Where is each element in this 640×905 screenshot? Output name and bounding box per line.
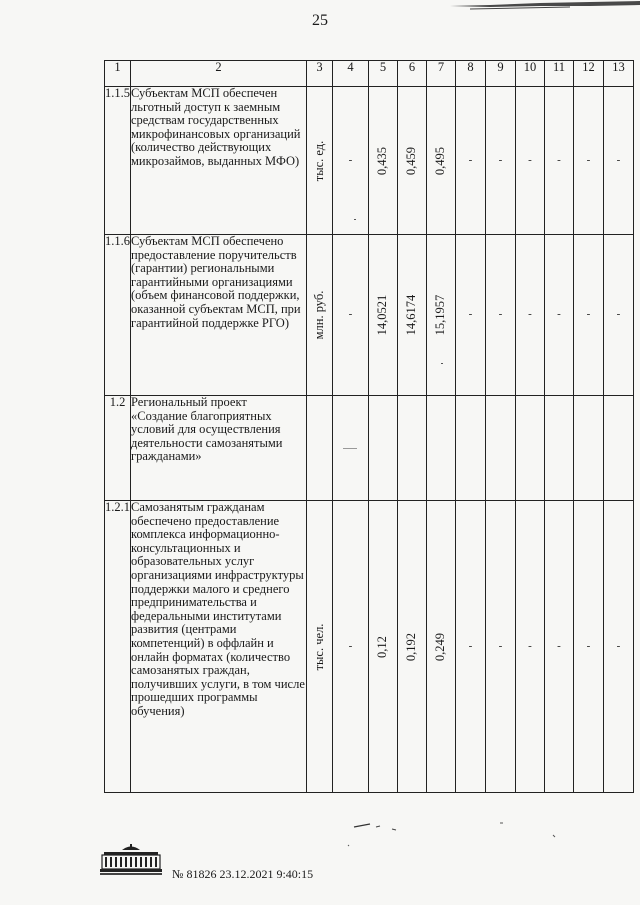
value-text: 14,6174: [404, 294, 419, 336]
value-text: 0,495: [433, 146, 448, 175]
value-cell: [398, 87, 427, 235]
unit-cell: [307, 87, 333, 235]
value-cell: [545, 396, 574, 501]
value-cell: [369, 87, 398, 235]
value-text: 0,12: [375, 635, 390, 658]
value-text: -: [586, 308, 591, 321]
registration-stamp: № 81826 23.12.2021 9:40:15: [172, 867, 314, 881]
value-cell: [574, 501, 604, 793]
value-cell: [604, 235, 634, 396]
header-cell: 1: [105, 61, 131, 87]
value-cell: [398, 235, 427, 396]
value-cell: [545, 235, 574, 396]
value-cell: [456, 235, 486, 396]
value-cell: [456, 87, 486, 235]
header-cell: 7: [427, 61, 456, 87]
value-text: 0,459: [404, 146, 419, 175]
value-cell: [545, 87, 574, 235]
value-text: -: [616, 639, 621, 652]
value-text: 15,1957: [433, 294, 448, 336]
indicator-table: [104, 60, 634, 793]
unit-label: млн. руб.: [311, 290, 326, 340]
header-cell: 2: [131, 61, 307, 87]
value-text: 0,435: [375, 146, 390, 175]
document-stamp: [100, 840, 380, 885]
header-cell: 10: [516, 61, 545, 87]
unit-label: тыс. ед.: [311, 140, 326, 181]
table-row: [105, 235, 634, 396]
value-cell: [604, 87, 634, 235]
value-text: -: [557, 153, 561, 166]
value-cell: [486, 501, 516, 793]
value-text: -: [557, 308, 561, 321]
indicator-name: Субъектам МСП обеспечен льготный доступ к заемным средствам государственных микрофинансовых организаций (количество действующих микрозаймов, выданных МФО): [131, 87, 307, 235]
value-cell: [516, 235, 545, 396]
row-number: 1.1.6: [105, 235, 131, 396]
value-cell: [574, 235, 604, 396]
value-cell: [456, 396, 486, 501]
value-cell: [486, 87, 516, 235]
value-cell: [545, 501, 574, 793]
value-text: -: [348, 639, 353, 652]
value-cell: [333, 235, 369, 396]
value-text: 0,192: [404, 632, 419, 661]
table-row: [105, 87, 634, 235]
value-text: -: [528, 308, 532, 321]
unit-cell: [307, 501, 333, 793]
value-text: -: [616, 153, 621, 166]
building-emblem-icon: [100, 844, 162, 878]
header-cell: 12: [574, 61, 604, 87]
header-cell: 4: [333, 61, 369, 87]
value-text: -: [528, 639, 532, 652]
value-cell: [574, 87, 604, 235]
value-text: -: [616, 308, 621, 321]
value-text: -: [498, 308, 503, 321]
value-cell: [516, 501, 545, 793]
header-cell: 9: [486, 61, 516, 87]
value-text: -: [498, 639, 503, 652]
value-text: -: [348, 153, 353, 166]
header-cell: 13: [604, 61, 634, 87]
indicator-name: Самозанятым гражданам обеспечено предоставление комплекса информационно-консультационных и образовательных услуг организациями инфраструктуры поддержки малого и среднего предпринимательства и федеральными институтами развития (центрами компетенций) в оффлайн и онлайн форматах (количество самозанятых граждан, получивших услуги, в том числе прошедших программы обучения): [131, 501, 307, 793]
value-cell: [574, 396, 604, 501]
value-cell: [604, 501, 634, 793]
value-cell: [333, 396, 369, 501]
value-text: -: [528, 153, 532, 166]
header-cell: 3: [307, 61, 333, 87]
value-cell: [456, 501, 486, 793]
page-number: 25: [312, 12, 328, 29]
scan-artifact: [450, 0, 640, 14]
row-number: 1.2.1: [105, 501, 131, 793]
value-cell: [427, 501, 456, 793]
row-number: 1.2: [105, 396, 131, 501]
header-cell: 5: [369, 61, 398, 87]
value-cell: [486, 396, 516, 501]
unit-cell: [307, 235, 333, 396]
value-cell: [369, 501, 398, 793]
indicator-name: Региональный проект «Создание благоприятных условий для осуществления деятельности самозанятыми гражданами»: [131, 396, 307, 501]
header-cell: 6: [398, 61, 427, 87]
value-text: -: [468, 153, 473, 166]
value-text: -: [586, 153, 591, 166]
unit-cell: [307, 396, 333, 501]
value-cell: [516, 396, 545, 501]
value-text: 0,249: [433, 632, 448, 661]
row-number: 1.1.5: [105, 87, 131, 235]
value-text: -: [468, 308, 473, 321]
value-text: -: [468, 639, 473, 652]
unit-label: тыс. чел.: [311, 623, 326, 670]
value-text: 14,0521: [375, 294, 390, 336]
table-header-row: [105, 61, 634, 87]
value-text: -: [557, 639, 561, 652]
value-cell: [427, 87, 456, 235]
table-row: [105, 501, 634, 793]
value-cell: [333, 501, 369, 793]
value-text: -: [348, 308, 353, 321]
value-cell: [486, 235, 516, 396]
value-cell: [369, 235, 398, 396]
value-text: -: [586, 639, 591, 652]
value-cell: [398, 396, 427, 501]
indicator-name: Субъектам МСП обеспечено предоставление поручительств (гарантии) региональными гарантийными организациями (объем финансовой поддержки, оказанной субъектам МСП, при гарантийной поддержке РГО): [131, 235, 307, 396]
value-cell: [369, 396, 398, 501]
header-cell: 11: [545, 61, 574, 87]
value-cell: [516, 87, 545, 235]
value-cell: [398, 501, 427, 793]
value-cell: [427, 396, 456, 501]
value-cell: [604, 396, 634, 501]
value-cell: [427, 235, 456, 396]
value-cell: [333, 87, 369, 235]
value-text: -: [498, 153, 503, 166]
table-row: [105, 396, 634, 501]
header-cell: 8: [456, 61, 486, 87]
